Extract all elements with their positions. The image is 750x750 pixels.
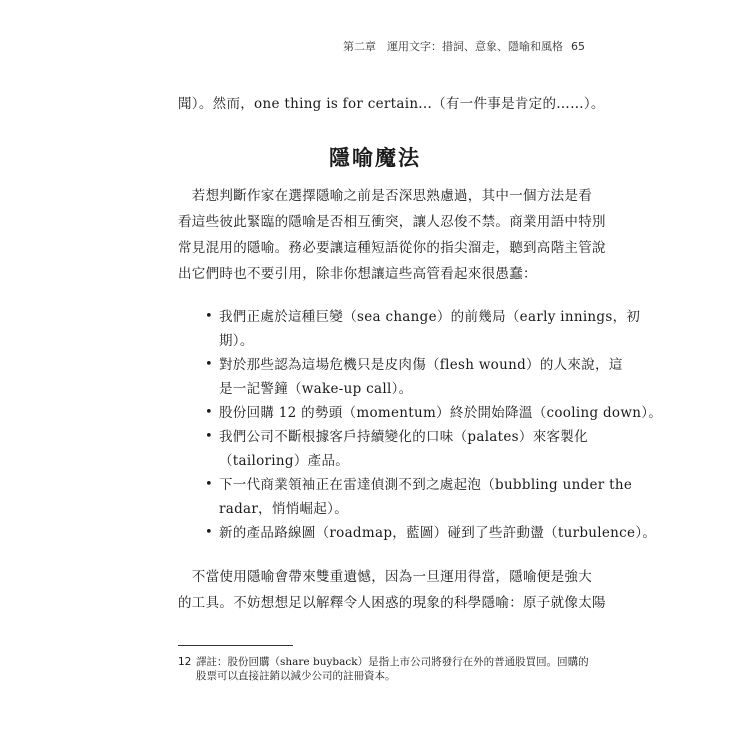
bullet-line: 對於那些認為這場危機只是皮肉傷（flesh wound）的人來說，這 [219, 357, 623, 373]
paragraph-line: 不當使用隱喻會帶來雙重遺憾，因為一旦運用得當，隱喻便是強大 [178, 569, 592, 585]
bullet-icon: • [205, 525, 213, 540]
bullet-icon: • [205, 477, 213, 492]
bullet-line: 新的產品路線圖（roadmap，藍圖）碰到了些許動盪（turbulence）。 [219, 525, 657, 541]
bullet-line: 我們正處於這種巨變（sea change）的前幾局（early innings，初 [219, 309, 641, 325]
page-number: 65 [571, 40, 585, 53]
intro-line: 聞）。然而，one thing is for certain...（有一件事是肯定的……）。 [178, 96, 605, 112]
bullet-line: （tailoring）產品。 [219, 453, 350, 469]
paragraph-line: 若想判斷作家在選擇隱喻之前是否深思熟慮過，其中一個方法是看 [178, 188, 592, 204]
bullet-line: 下一代商業領袖正在雷達偵測不到之處起泡（bubbling under the [219, 477, 633, 493]
bullet-icon: • [205, 405, 213, 420]
bullet-line: 期）。 [219, 333, 254, 349]
paragraph-line: 看這些彼此緊臨的隱喻是否相互衝突，讓人忍俊不禁。商業用語中特別 [178, 214, 606, 230]
paragraph-line: 的工具。不妨想想足以解釋令人困惑的現象的科學隱喻：原子就像太陽 [178, 595, 606, 611]
paragraph-line: 常見混用的隱喻。務必要讓這種短語從你的指尖溜走，聽到高階主管說 [178, 240, 606, 256]
bullet-icon: • [205, 309, 213, 324]
bullet-icon: • [205, 429, 213, 444]
paragraph-line: 出它們時也不要引用，除非你想讓這些高管看起來很愚蠢： [178, 266, 537, 282]
bullet-icon: • [205, 357, 213, 372]
bullet-line: 是一記警鐘（wake-up call）。 [219, 381, 413, 397]
bullet-line: 我們公司不斷根據客戶持續變化的口味（palates）來客製化 [219, 429, 588, 445]
footnote-number: 12 [178, 656, 192, 668]
section-title: 隱喻魔法 [329, 145, 421, 170]
footnote-line: 譯註：股份回購（share buyback）是指上市公司將發行在外的普通股買回。回購的 [196, 656, 589, 668]
bullet-line: 股份回購 12 的勢頭（momentum）終於開始降溫（cooling down）。 [219, 405, 663, 421]
running-header [343, 38, 585, 54]
footnote-divider [178, 645, 293, 646]
chapter-title: 第二章 運用文字：措詞、意象、隱喻和風格 [343, 40, 563, 53]
footnote-line: 股票可以直接註銷以減少公司的註冊資本。 [196, 670, 396, 682]
bullet-line: radar，悄悄崛起）。 [219, 501, 348, 517]
